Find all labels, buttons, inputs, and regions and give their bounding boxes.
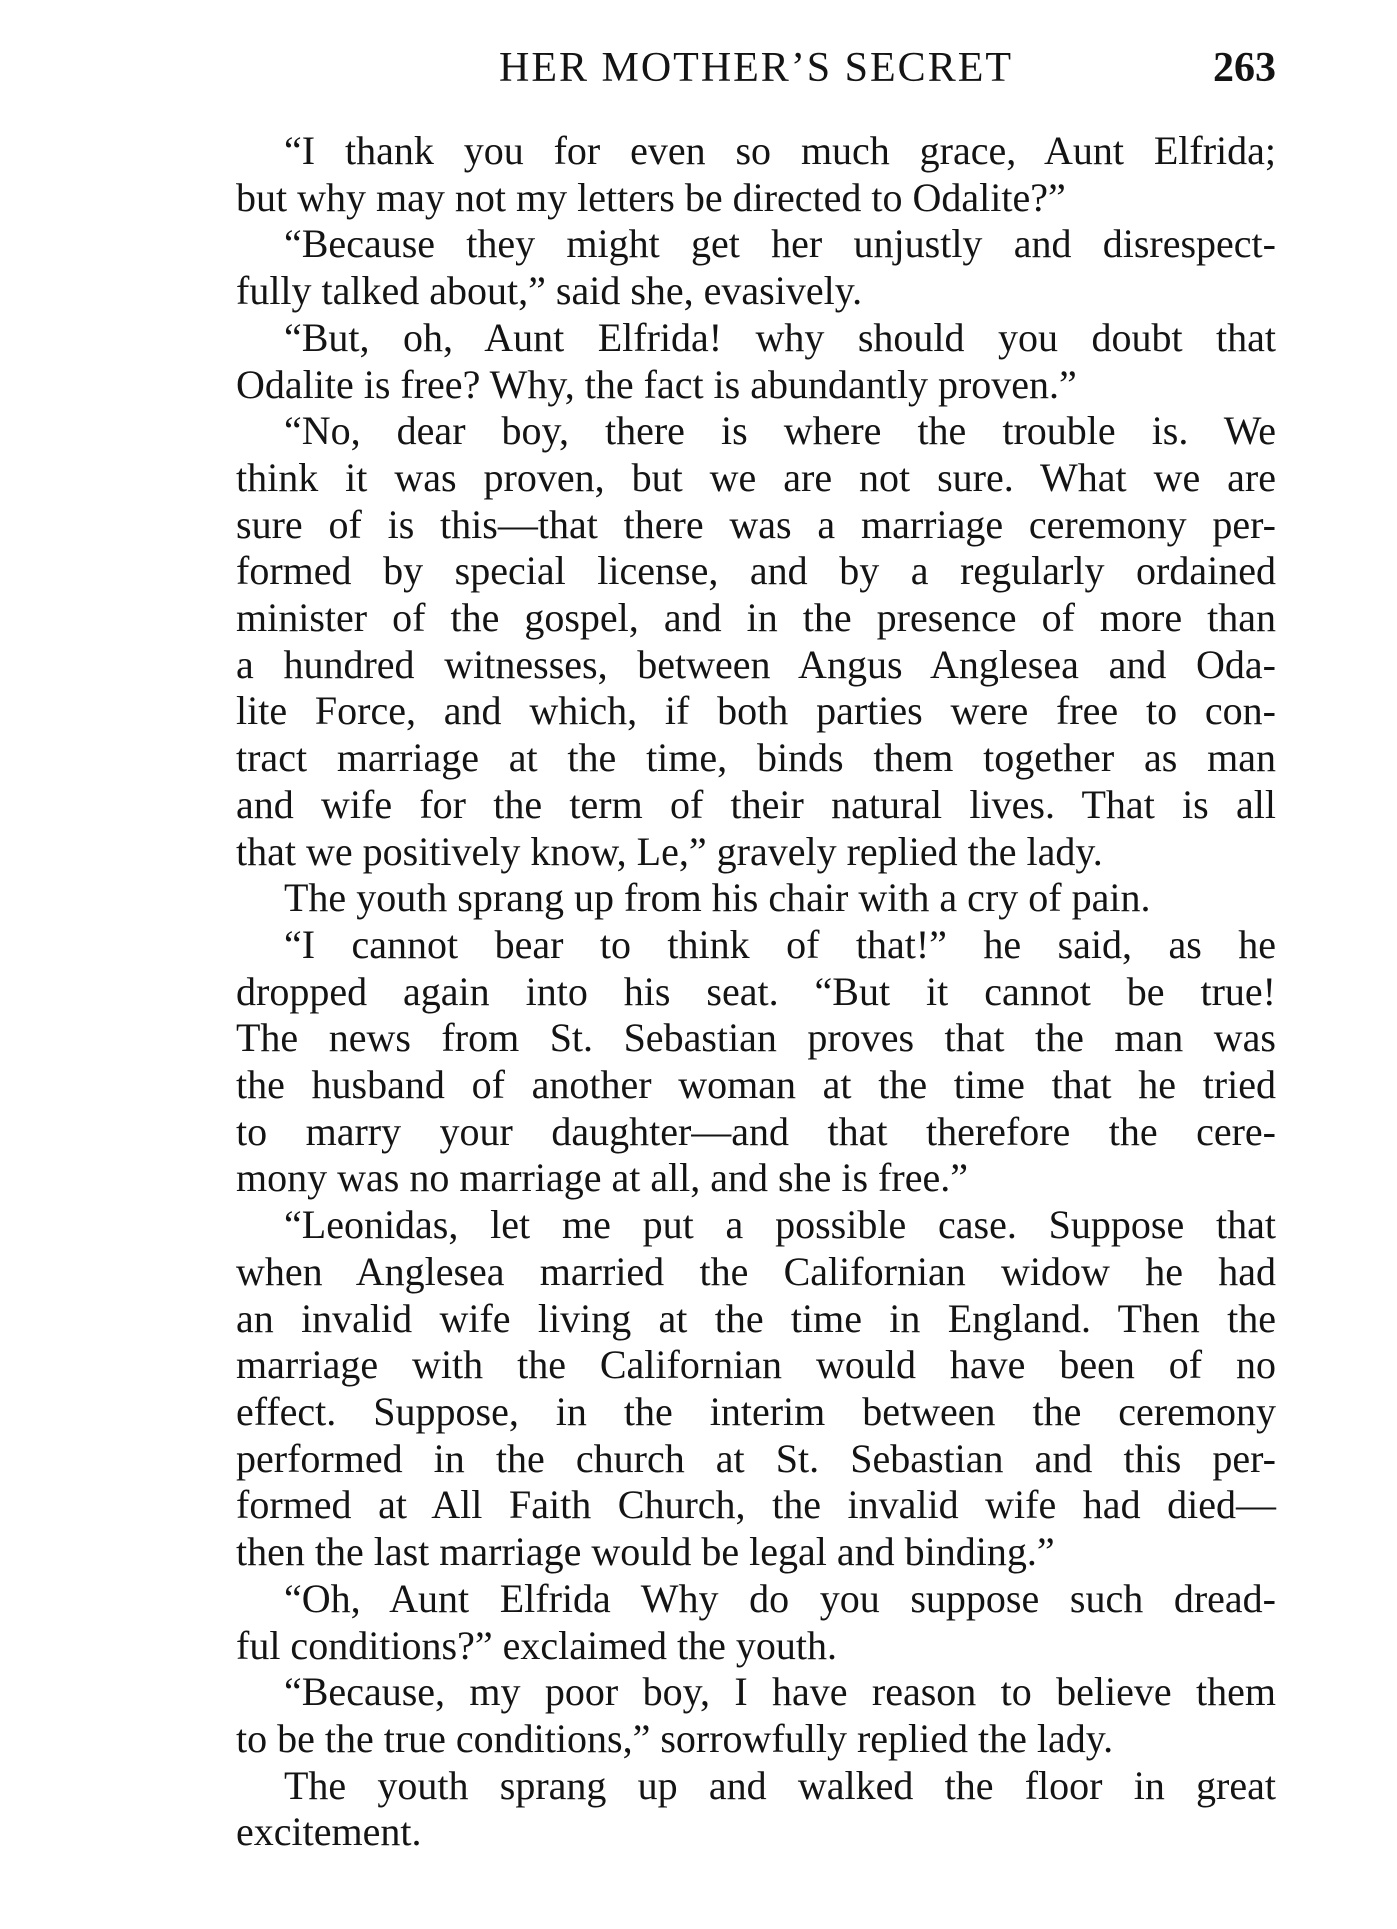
text-line: fully talked about,” said she, evasively. — [236, 268, 863, 314]
text-line: effect. Suppose, in the interim between the ceremony — [236, 1388, 1276, 1434]
text-line: think it was proven, but we are not sure. What we are — [236, 454, 1276, 500]
paragraph — [236, 1202, 1276, 1576]
paragraph — [236, 221, 1276, 314]
paragraph — [236, 408, 1276, 875]
paragraph — [236, 128, 1276, 221]
text-line: performed in the church at St. Sebastian and this per- — [236, 1435, 1276, 1481]
text-line: the husband of another woman at the time that he tried — [236, 1062, 1276, 1108]
text-line: then the last marriage would be legal and binding.” — [236, 1529, 1055, 1575]
text-line: “No, dear boy, there is where the trouble is. We — [284, 408, 1276, 454]
text-line: minister of the gospel, and in the presence of more than — [236, 595, 1276, 641]
text-line: mony was no marriage at all, and she is free.” — [236, 1155, 968, 1201]
text-line: a hundred witnesses, between Angus Anglesea and Oda- — [236, 641, 1276, 687]
paragraph — [236, 875, 1276, 922]
text-line: formed at All Faith Church, the invalid wife had died— — [236, 1482, 1276, 1528]
text-line: Odalite is free? Why, the fact is abundantly proven.” — [236, 361, 1077, 407]
text-line: to marry your daughter—and that therefore the cere- — [236, 1108, 1276, 1154]
text-line: an invalid wife living at the time in England. Then the — [236, 1295, 1276, 1341]
text-line: “I cannot bear to think of that!” he said, as he — [284, 921, 1276, 967]
running-title: HER MOTHER’S SECRET — [498, 45, 1014, 91]
text-line: dropped again into his seat. “But it cannot be true! — [236, 968, 1276, 1014]
text-line: sure of is this—that there was a marriage ceremony per- — [236, 501, 1276, 547]
paragraph — [236, 315, 1276, 408]
text-line: lite Force, and which, if both parties were free to con- — [236, 688, 1276, 734]
text-line: “But, oh, Aunt Elfrida! why should you doubt that — [284, 314, 1276, 360]
text-line: excitement. — [236, 1809, 422, 1855]
running-head — [236, 40, 1276, 96]
text-line: The youth sprang up from his chair with a cry of pain. — [284, 875, 1151, 921]
text-line: “I thank you for even so much grace, Aunt Elfrida; — [284, 128, 1276, 173]
text-line: formed by special license, and by a regularly ordained — [236, 548, 1276, 594]
text-line: ful conditions?” exclaimed the youth. — [236, 1622, 837, 1668]
text-line: “Leonidas, let me put a possible case. Suppose that — [284, 1202, 1276, 1248]
text-line: and wife for the term of their natural lives. That is all — [236, 781, 1276, 827]
text-line: tract marriage at the time, binds them together as man — [236, 735, 1276, 781]
body-text — [236, 128, 1276, 1856]
paragraph — [236, 1576, 1276, 1669]
text-line: The youth sprang up and walked the floor in great — [284, 1762, 1276, 1808]
text-line: “Because, my poor boy, I have reason to believe them — [284, 1669, 1276, 1715]
text-line: The news from St. Sebastian proves that the man was — [236, 1015, 1276, 1061]
paragraph — [236, 922, 1276, 1202]
text-line: “Because they might get her unjustly and disrespect- — [284, 221, 1276, 267]
paragraph — [236, 1763, 1276, 1856]
text-line: marriage with the Californian would have been of no — [236, 1342, 1276, 1388]
page-number: 263 — [1213, 45, 1276, 91]
text-line: that we positively know, Le,” gravely replied the lady. — [236, 828, 1103, 874]
text-line: but why may not my letters be directed to Odalite?” — [236, 174, 1066, 220]
text-line: when Anglesea married the Californian widow he had — [236, 1248, 1276, 1294]
text-line: “Oh, Aunt Elfrida Why do you suppose such dread- — [284, 1575, 1276, 1621]
text-line: to be the true conditions,” sorrowfully replied the lady. — [236, 1715, 1114, 1761]
paragraph — [236, 1669, 1276, 1762]
